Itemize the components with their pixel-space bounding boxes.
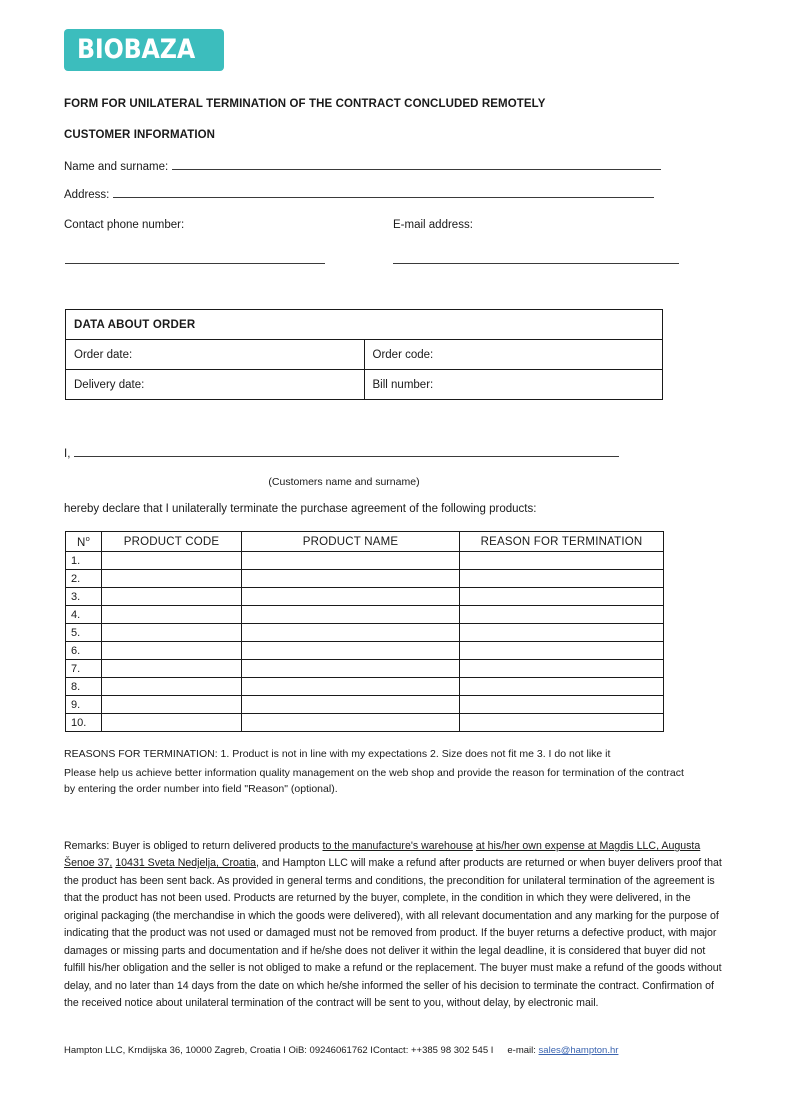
- row-number-cell: 7.: [66, 660, 102, 678]
- row-number-cell: 2.: [66, 570, 102, 588]
- brand-logo: [64, 29, 224, 71]
- reason-cell[interactable]: [460, 552, 664, 570]
- email-label: E-mail address:: [393, 219, 473, 231]
- data-about-order-table: [65, 309, 663, 400]
- table-row: [66, 570, 664, 588]
- column-header-product-name: PRODUCT NAME: [242, 532, 460, 552]
- row-number-cell: 8.: [66, 678, 102, 696]
- product-name-cell[interactable]: [242, 606, 460, 624]
- remarks-tail: , and Hampton LLC will make a refund after products are returned or when buyer delivers proof that the product has been sent back. As provided in general terms and conditions, the precondition for unilateral termination of the agreement is that the product has not been used. Products are returned by the buyer, complete, in the condition in which they were delivered, in the original packaging (the merchandise in which the goods were delivered), with all relevant documentation and any marking for the purpose of indicating that the product was not used or damaged must not be removed from product. If the buyer returns a defective product, with major damages or missing parts and documentation and if he/she does not deliver it within the legal deadline, it is considered that buyer did not fulfill his/her obligation and the seller is not obliged to make a refund or the replacement. The buyer must make a refund of the goods without delay, and no later than 14 days from the date on which he/she informed the seller of his decision to terminate the contract. Confirmation of the received notice about unilateral termination of the contract will be sent to you, without delay, by electronic mail.: [64, 857, 722, 1010]
- table-row: [66, 552, 664, 570]
- product-name-cell[interactable]: [242, 552, 460, 570]
- product-name-cell[interactable]: [242, 642, 460, 660]
- delivery-date-cell[interactable]: Delivery date:: [66, 370, 365, 400]
- table-row: [66, 642, 664, 660]
- footer-oib: OiB: 09246061762 I: [288, 1045, 373, 1056]
- declaration-name-input-line[interactable]: [74, 456, 619, 457]
- name-input-line[interactable]: [172, 169, 661, 170]
- reasons-for-termination-note: REASONS FOR TERMINATION: 1. Product is not in line with my expectations 2. Size does not fit me 3. I do not like it: [64, 748, 611, 760]
- footer-company: Hampton LLC, Krndijska 36, 10000 Zagreb, Croatia I: [64, 1045, 286, 1056]
- table-row: [66, 588, 664, 606]
- product-name-cell[interactable]: [242, 714, 460, 732]
- product-name-cell[interactable]: [242, 588, 460, 606]
- remarks-underlined-city: 10431 Sveta Nedjelja, Croatia: [115, 857, 257, 870]
- reason-cell[interactable]: [460, 606, 664, 624]
- product-code-cell[interactable]: [102, 714, 242, 732]
- table-row: [66, 310, 663, 340]
- row-number-cell: 6.: [66, 642, 102, 660]
- phone-input-line[interactable]: [65, 263, 325, 264]
- name-label: Name and surname:: [64, 161, 169, 173]
- reason-cell[interactable]: [460, 678, 664, 696]
- logo-text: BIOBAZA: [77, 34, 196, 65]
- table-row: [66, 606, 664, 624]
- product-code-cell[interactable]: [102, 606, 242, 624]
- reason-cell[interactable]: [460, 570, 664, 588]
- address-input-line[interactable]: [113, 197, 654, 198]
- row-number-cell: 5.: [66, 624, 102, 642]
- reason-cell[interactable]: [460, 696, 664, 714]
- row-number-cell: 9.: [66, 696, 102, 714]
- declaration-statement: hereby declare that I unilaterally terminate the purchase agreement of the following products:: [64, 503, 537, 515]
- footer-contact-line: [64, 1045, 618, 1056]
- remarks-underlined-warehouse: to the manufacture's warehouse: [322, 840, 473, 852]
- quality-management-note: Please help us achieve better information quality management on the web shop and provide the reason for termination of the contract by entering the order number into field "Reason" (optional).: [64, 767, 684, 796]
- remarks-paragraph: [64, 838, 726, 1013]
- order-table-header: DATA ABOUT ORDER: [66, 310, 663, 340]
- row-number-cell: 10.: [66, 714, 102, 732]
- degree-superscript-icon: o: [85, 534, 90, 544]
- table-row: [66, 714, 664, 732]
- products-termination-table: [65, 531, 664, 732]
- reason-cell[interactable]: [460, 642, 664, 660]
- reason-cell[interactable]: [460, 624, 664, 642]
- product-name-cell[interactable]: [242, 696, 460, 714]
- order-code-cell[interactable]: Order code:: [364, 340, 663, 370]
- row-number-cell: 3.: [66, 588, 102, 606]
- bill-number-cell[interactable]: Bill number:: [364, 370, 663, 400]
- page-title: FORM FOR UNILATERAL TERMINATION OF THE CONTRACT CONCLUDED REMOTELY: [64, 98, 546, 110]
- table-row: [66, 678, 664, 696]
- column-header-reason: REASON FOR TERMINATION: [460, 532, 664, 552]
- product-code-cell[interactable]: [102, 588, 242, 606]
- remarks-underlined-expense-address: at his/her own expense at Magdis LLC, Augusta Šenoe 37,: [64, 840, 701, 870]
- product-code-cell[interactable]: [102, 624, 242, 642]
- table-row: [66, 696, 664, 714]
- column-header-product-code: PRODUCT CODE: [102, 532, 242, 552]
- declaration-caption: (Customers name and surname): [268, 476, 420, 488]
- field-name-and-surname: [64, 161, 661, 173]
- reason-cell[interactable]: [460, 660, 664, 678]
- email-input-line[interactable]: [393, 263, 679, 264]
- product-code-cell[interactable]: [102, 678, 242, 696]
- phone-label: Contact phone number:: [64, 219, 185, 231]
- declaration-name-field: [64, 448, 619, 460]
- table-row: [66, 660, 664, 678]
- table-row: [66, 370, 663, 400]
- reason-cell[interactable]: [460, 714, 664, 732]
- column-header-number: $N^o$: [66, 532, 102, 552]
- table-header-row: [66, 532, 664, 552]
- table-row: [66, 340, 663, 370]
- section-title-customer-information: CUSTOMER INFORMATION: [64, 129, 216, 141]
- remarks-lead: Remarks: Buyer is obliged to return delivered products: [64, 840, 323, 852]
- product-name-cell[interactable]: [242, 570, 460, 588]
- product-code-cell[interactable]: [102, 660, 242, 678]
- row-number-cell: 1.: [66, 552, 102, 570]
- table-row: [66, 624, 664, 642]
- product-name-cell[interactable]: [242, 660, 460, 678]
- reason-cell[interactable]: [460, 588, 664, 606]
- product-code-cell[interactable]: [102, 552, 242, 570]
- product-code-cell[interactable]: [102, 696, 242, 714]
- footer-contact: Contact: ++385 98 302 545 I: [372, 1045, 494, 1056]
- logo-badge: [64, 29, 224, 71]
- field-address: [64, 189, 654, 201]
- footer-email-label: e-mail:: [507, 1045, 536, 1056]
- product-name-cell[interactable]: [242, 678, 460, 696]
- footer-email-link[interactable]: sales@hampton.hr: [538, 1045, 619, 1056]
- declaration-i-label: I,: [64, 448, 71, 460]
- row-number-cell: 4.: [66, 606, 102, 624]
- product-code-cell[interactable]: [102, 570, 242, 588]
- product-code-cell[interactable]: [102, 642, 242, 660]
- address-label: Address:: [64, 189, 110, 201]
- product-name-cell[interactable]: [242, 624, 460, 642]
- order-date-cell[interactable]: Order date:: [66, 340, 365, 370]
